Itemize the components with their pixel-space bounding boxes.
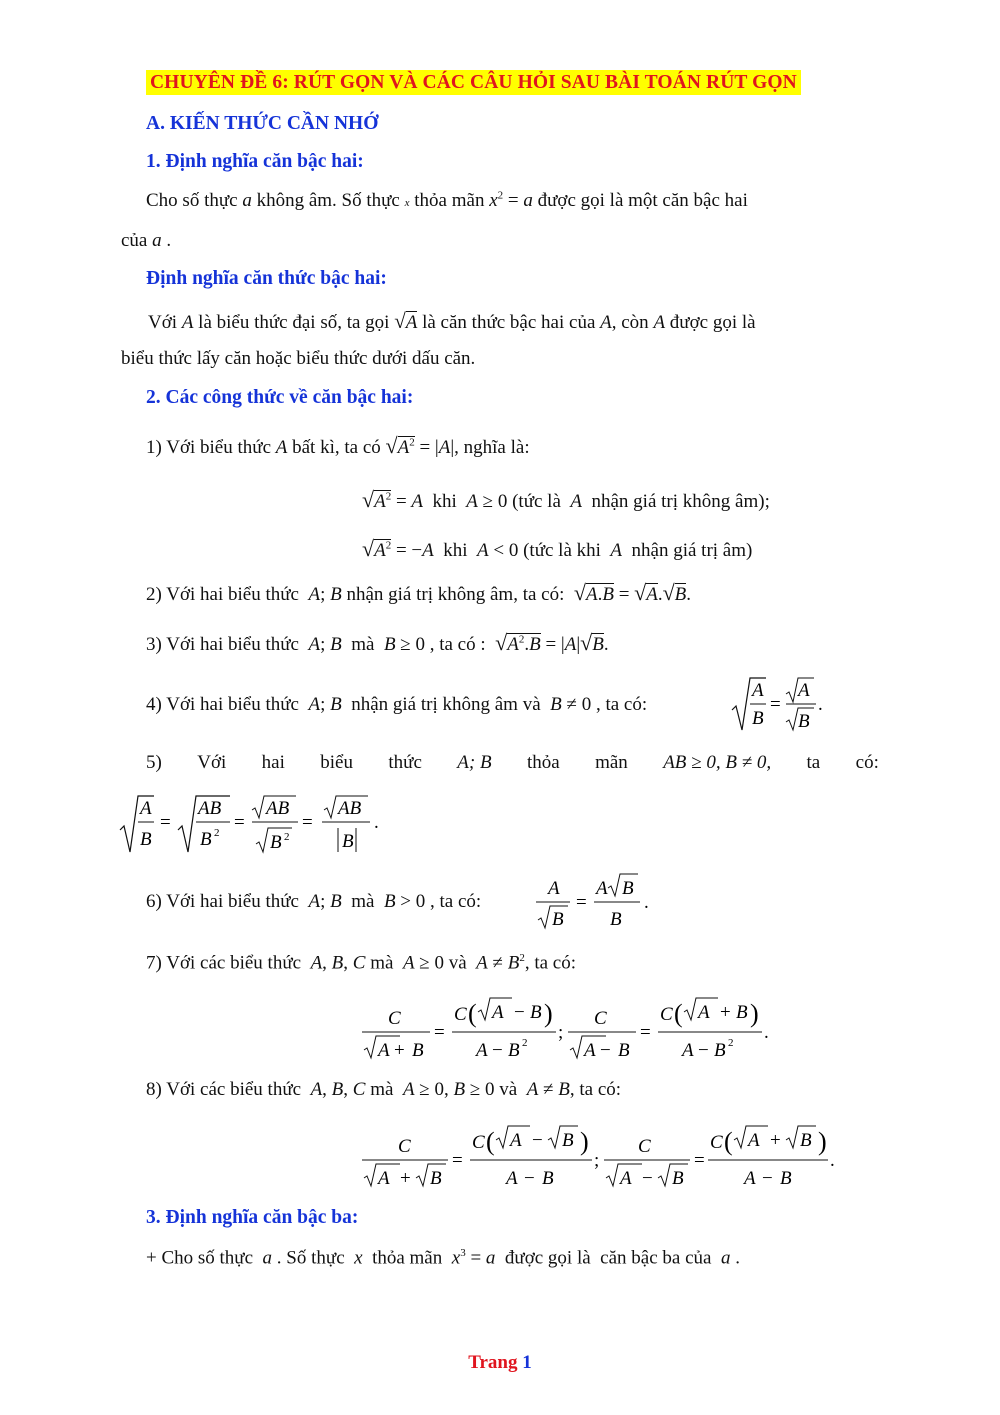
svg-text:C: C [388,1008,401,1029]
heading-cube-root-definition: 3. Định nghĩa căn bậc ba: [146,1207,359,1228]
svg-text:C: C [398,1136,411,1157]
formula-7-expression [360,992,780,1070]
svg-text:A: A [510,1130,522,1151]
svg-text:=: = [576,892,587,913]
svg-text:A: A [584,1040,596,1061]
svg-text:B: B [430,1168,442,1189]
svg-text:B: B [800,1130,812,1151]
svg-text:−: − [492,1040,503,1061]
svg-text:): ) [750,999,759,1028]
svg-text:B: B [542,1168,554,1189]
svg-text:AB: AB [338,798,362,819]
f5-word: có: [855,752,879,773]
formula-8-text: 8) Với các biểu thức A, B, C mà A ≥ 0, B ≥ 0 và A ≠ B, ta có: [146,1079,622,1100]
page-footer [0,1352,1000,1374]
f5-word: Với [197,752,227,773]
svg-text:B: B [610,909,622,930]
formula-2: 2) Với hai biểu thức A; B nhận giá trị không âm, ta có: √A.B = √A.√B. [146,580,692,605]
f5-word: thức [388,752,422,773]
svg-text:B: B [752,708,764,729]
svg-text:.: . [644,892,649,913]
svg-text:+: + [400,1168,411,1189]
formula-4-text: 4) Với hai biểu thức A; B nhận giá trị không âm và B ≠ 0 , ta có: [146,694,648,715]
f5-word: biểu [320,752,353,773]
heading-square-root-formulas: 2. Các công thức về căn bậc hai: [146,387,414,408]
svg-text:A: A [476,1040,488,1061]
svg-text:A: A [596,878,608,899]
svg-text:+: + [394,1040,405,1061]
svg-text:−: − [762,1168,773,1189]
svg-text:.: . [818,694,823,715]
document-title: CHUYÊN ĐỀ 6: RÚT GỌN VÀ CÁC CÂU HỎI SAU BÀI TOÁN RÚT GỌN [146,70,801,95]
svg-text:B: B [780,1168,792,1189]
svg-text:B: B [508,1040,520,1061]
svg-text:B: B [672,1168,684,1189]
svg-text:−: − [514,1002,525,1023]
svg-text:A: A [752,680,764,701]
svg-text:A: A [620,1168,632,1189]
svg-text:AB: AB [266,798,290,819]
svg-text:): ) [580,1127,589,1156]
svg-text:2: 2 [522,1037,528,1049]
f5-word: ta [806,752,821,773]
svg-text:=: = [640,1022,651,1043]
svg-text:B: B [342,831,354,852]
svg-text:): ) [818,1127,827,1156]
section-a-heading: A. KIẾN THỨC CẦN NHỚ [146,113,379,134]
p2-line1: Với A là biểu thức đại số, ta gọi √A là căn thức bậc hai của A, còn A được gọi là [148,309,756,333]
svg-text:=: = [770,694,781,715]
svg-text:.: . [374,812,379,833]
svg-text:A: A [378,1168,390,1189]
svg-text:=: = [434,1022,445,1043]
svg-text:C: C [638,1136,651,1157]
formula-5-text [146,752,879,774]
formula-6-expression [534,870,654,940]
formula-7-text: 7) Với các biểu thức A, B, C mà A ≥ 0 và $A \ne B^2$, ta có: [146,952,577,974]
svg-text:B: B [530,1002,542,1023]
svg-text:): ) [544,999,553,1028]
svg-text:2: 2 [728,1037,734,1049]
svg-text:B: B [736,1002,748,1023]
svg-text:=: = [694,1150,705,1171]
svg-text:B: B [200,829,212,850]
svg-text:C: C [472,1132,485,1153]
svg-text:.: . [764,1022,769,1043]
footer-page-number: 1 [522,1352,532,1373]
svg-text:B: B [552,909,564,930]
svg-text:C: C [660,1004,673,1025]
svg-text:A: A [492,1002,504,1023]
svg-text:=: = [302,812,313,833]
svg-text:A: A [698,1002,710,1023]
svg-text:A: A [744,1168,756,1189]
svg-text:−: − [642,1168,653,1189]
svg-text:C: C [710,1132,723,1153]
svg-text:;: ; [594,1150,600,1171]
formula-8-expression [360,1120,840,1198]
svg-text:=: = [452,1150,463,1171]
footer-page-word: Trang [468,1352,518,1373]
svg-text:+: + [720,1002,731,1023]
svg-text:B: B [140,829,152,850]
svg-text:−: − [532,1130,543,1151]
formula-1-intro: 1) Với biểu thức A bất kì, ta có $√A^2 = |A|$, nghĩa là: [146,433,530,458]
svg-text:B: B [562,1130,574,1151]
formula-1a: $√A^2 = A$ khi A ≥ 0 (tức là A nhận giá trị không âm); [362,487,770,512]
f5-word: A; B [457,752,492,773]
p1-line1: Cho số thực a không âm. Số thực x thỏa mãn $x^2 = a$ được gọi là một căn bậc hai [146,190,748,212]
svg-text:A: A [798,680,810,701]
svg-text:−: − [698,1040,709,1061]
svg-text:+: + [770,1130,781,1151]
f5-word: hai [261,752,285,773]
heading-radical-definition: Định nghĩa căn thức bậc hai: [146,268,387,289]
svg-text:B: B [618,1040,630,1061]
p2-line2: biểu thức lấy căn hoặc biểu thức dưới dấu căn. [121,348,476,369]
svg-text:C: C [594,1008,607,1029]
f5-word: mãn [595,752,628,773]
formula-1b: $√A^2 = -A$ khi A < 0 (tức là khi A nhận giá trị âm) [362,536,753,561]
svg-text:A: A [548,878,560,899]
svg-text:B: B [798,711,810,732]
formula-3: 3) Với hai biểu thức A; B mà B ≥ 0 , ta có : $√A^2.B = |A|√B$. [146,630,609,655]
formula-4-expression [730,672,830,742]
svg-text:B: B [270,832,282,853]
f5-word: AB ≥ 0, B ≠ 0, [663,752,772,773]
svg-text:AB: AB [198,798,222,819]
svg-text:2: 2 [214,827,220,839]
svg-text:B: B [714,1040,726,1061]
svg-text:;: ; [558,1022,564,1043]
svg-text:(: ( [674,999,683,1028]
f5-word: 5) [146,752,162,773]
svg-text:(: ( [468,999,477,1028]
paragraph-cube-root-def: + Cho số thực a . Số thực x thỏa mãn $x^3 = a$ được gọi là căn bậc ba của a . [146,1247,740,1269]
svg-text:B: B [412,1040,424,1061]
svg-text:A: A [378,1040,390,1061]
svg-text:2: 2 [284,831,290,843]
formula-6-text: 6) Với hai biểu thức A; B mà B > 0 , ta có: [146,891,482,912]
svg-text:(: ( [724,1127,733,1156]
svg-text:=: = [160,812,171,833]
svg-text:C: C [454,1004,467,1025]
heading-square-root-definition: 1. Định nghĩa căn bậc hai: [146,151,364,172]
svg-text:−: − [524,1168,535,1189]
svg-text:B: B [622,878,634,899]
svg-text:(: ( [486,1127,495,1156]
svg-text:A: A [682,1040,694,1061]
svg-text:−: − [600,1040,611,1061]
svg-text:A: A [506,1168,518,1189]
f5-word: thỏa [526,752,560,773]
svg-text:.: . [830,1150,835,1171]
paragraph-square-root-def [146,190,879,212]
svg-text:A: A [748,1130,760,1151]
svg-text:A: A [140,798,152,819]
formula-5-expression [118,790,398,866]
svg-text:=: = [234,812,245,833]
p1-line2: của a . [121,230,172,251]
